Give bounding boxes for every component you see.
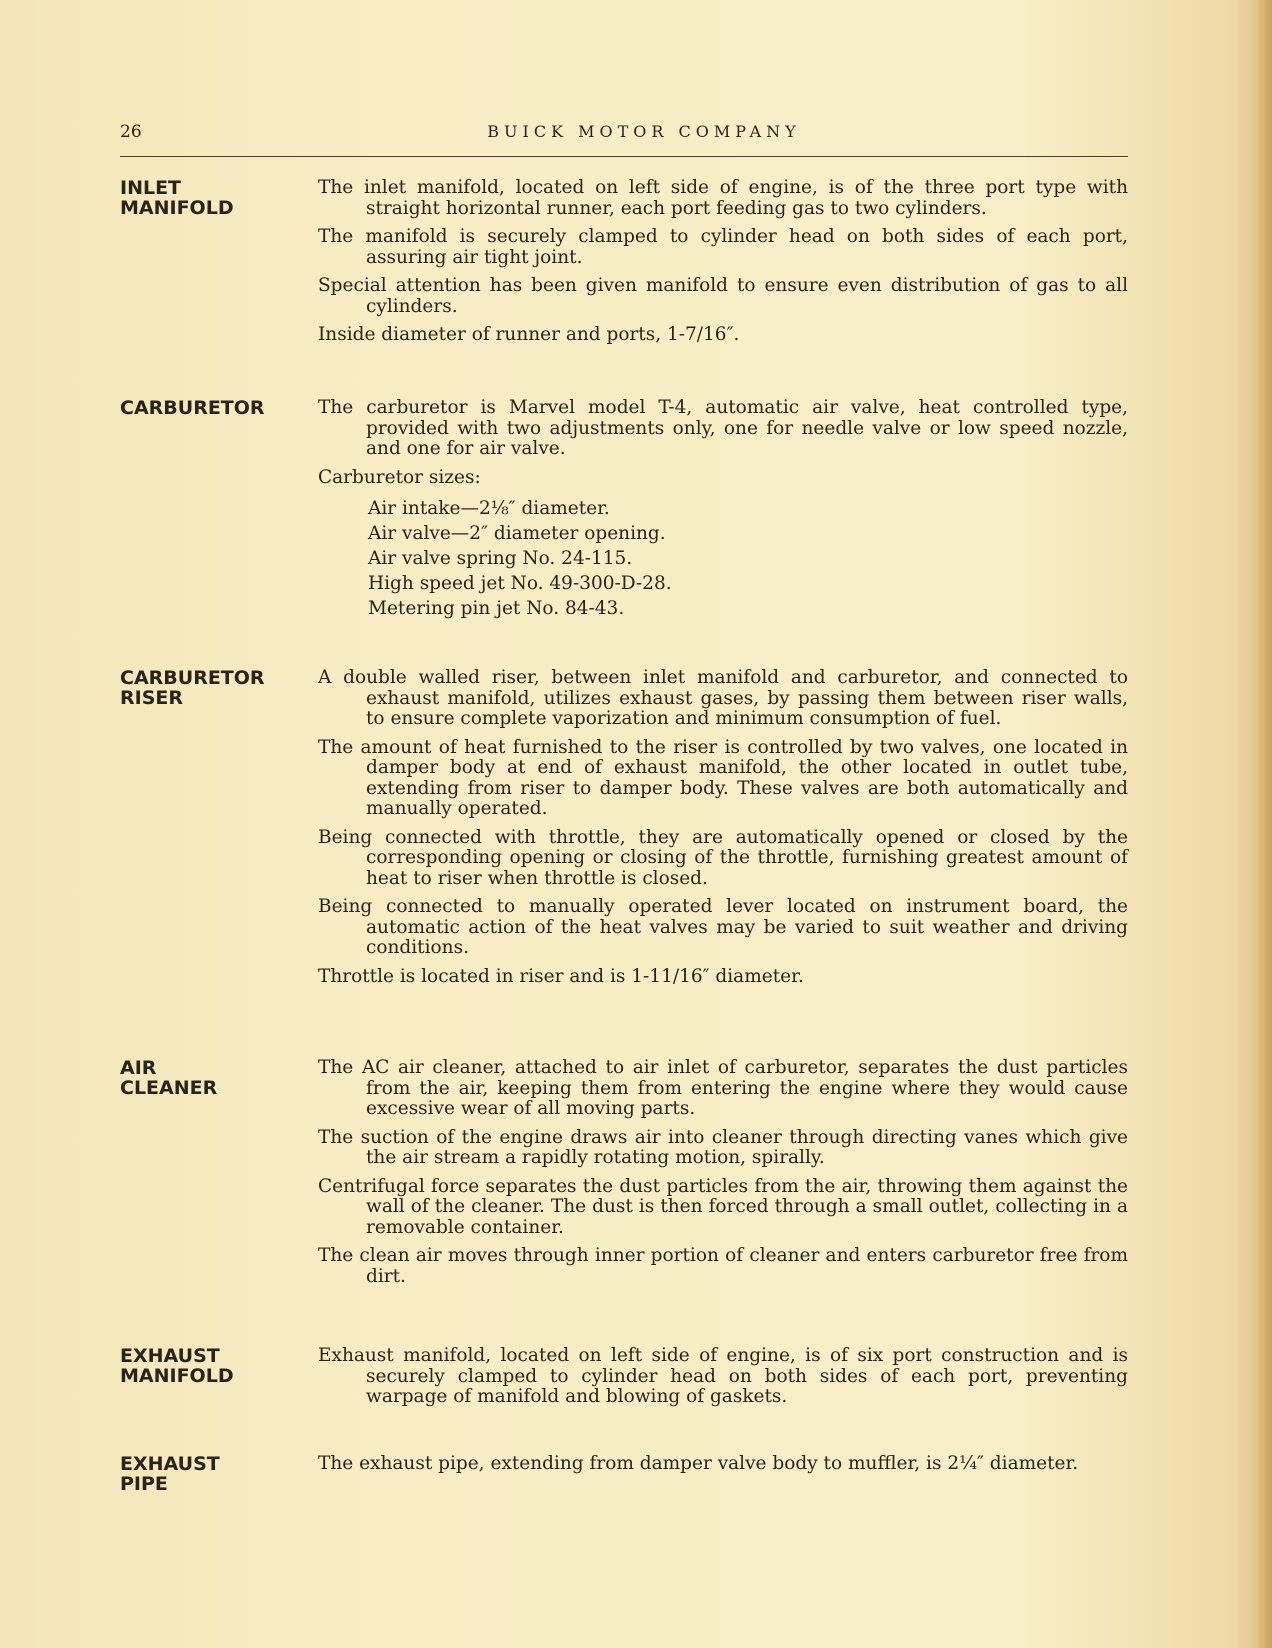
section-label: CARBURETOR RISER xyxy=(120,667,265,709)
page-number: 26 xyxy=(120,122,142,142)
paragraph: Throttle is located in riser and is 1-11/16″ diameter. xyxy=(318,965,804,987)
paragraph: Special attention has been given manifold to ensure even distribution of gas to all cylinders. xyxy=(318,275,1128,317)
section-body xyxy=(318,178,1128,354)
paragraph: Carburetor sizes: xyxy=(318,466,481,488)
page-edge xyxy=(1258,0,1272,1648)
paragraph: The carburetor is Marvel model T-4, automatic air valve, heat controlled type, provided with two adjustments only, one for needle valve or low speed nozzle, and one for air valve. xyxy=(318,397,1128,459)
paragraph: The inlet manifold, located on left side of engine, is of the three port type with straight horizontal runner, each port feeding gas to two cylinders. xyxy=(318,177,1128,219)
list-item: Air intake—2⅛″ diameter. xyxy=(368,498,610,519)
section-body xyxy=(318,1346,1128,1416)
paragraph: The amount of heat furnished to the riser is controlled by two valves, one located in damper body at end of exhaust manifold, the other located in outlet tube, extending from riser to damper body. These valves are both automatically and manually operated. xyxy=(318,736,1128,819)
running-head: BUICK MOTOR COMPANY xyxy=(487,122,801,141)
section-body xyxy=(318,668,1128,995)
section-body xyxy=(318,398,1128,621)
list-item: Metering pin jet No. 84-43. xyxy=(368,598,625,619)
paragraph: Being connected to manually operated lever located on instrument board, the automatic action of the heat valves may be varied to suit weather and driving conditions. xyxy=(318,896,1128,958)
paragraph: A double walled riser, between inlet manifold and carburetor, and connected to exhaust manifold, utilizes exhaust gases, by passing them between riser walls, to ensure complete vaporization and minimum consumption of fuel. xyxy=(318,667,1128,729)
paragraph: Centrifugal force separates the dust particles from the air, throwing them against the wall of the cleaner. The dust is then forced through a small outlet, collecting in a removable container. xyxy=(318,1175,1128,1238)
paragraph: The manifold is securely clamped to cylinder head on both sides of each port, assuring air tight joint. xyxy=(318,226,1128,268)
list-item: High speed jet No. 49-300-D-28. xyxy=(368,573,672,594)
list-item: Air valve spring No. 24-115. xyxy=(368,548,633,569)
paragraph: The AC air cleaner, attached to air inlet of carburetor, separates the dust particles from the air, keeping them from entering the engine where they would cause excessive wear of all moving parts. xyxy=(318,1057,1128,1119)
section-label: CARBURETOR xyxy=(120,397,265,419)
paragraph: The suction of the engine draws air into cleaner through directing vanes which give the air stream a rapidly rotating motion, spirally. xyxy=(318,1126,1128,1168)
paragraph: The exhaust pipe, extending from damper valve body to muffler, is 2¼″ diameter. xyxy=(318,1453,1079,1474)
section-body xyxy=(318,1454,1128,1483)
section-label: INLET MANIFOLD xyxy=(120,177,234,219)
section-label: AIR CLEANER xyxy=(120,1057,218,1099)
section-label: EXHAUST PIPE xyxy=(120,1453,220,1495)
paragraph: Being connected with throttle, they are automatically opened or closed by the corresponding opening or closing of the throttle, furnishing greatest amount of heat to riser when throttle is closed. xyxy=(318,826,1128,889)
paragraph: Exhaust manifold, located on left side of engine, is of six port construction and is securely clamped to cylinder head on both sides of each port, preventing warpage of manifold and blowing of gaskets. xyxy=(318,1345,1128,1407)
paragraph: The clean air moves through inner portion of cleaner and enters carburetor free from dirt. xyxy=(318,1245,1128,1287)
paragraph: Inside diameter of runner and ports, 1-7/16″. xyxy=(318,324,740,345)
carburetor-sizes-list xyxy=(318,496,1128,621)
page-header xyxy=(120,122,1128,157)
list-item: Air valve—2″ diameter opening. xyxy=(368,523,666,544)
section-label: EXHAUST MANIFOLD xyxy=(120,1345,234,1387)
section-body xyxy=(318,1058,1128,1295)
